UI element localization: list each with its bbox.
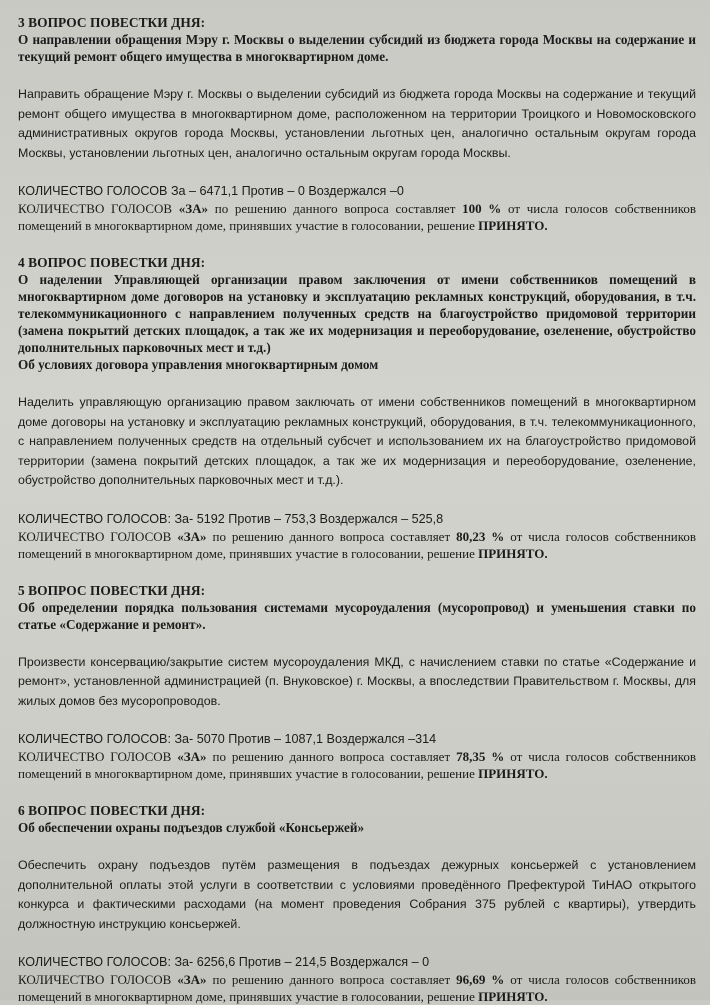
result-middle: по решению данного вопроса составляет	[206, 749, 457, 764]
vote-count: КОЛИЧЕСТВО ГОЛОСОВ: За- 6256,6 Против – 214,5 Воздержался – 0	[18, 955, 430, 969]
result-suffix: от числа голосов собственников помещений в многоквартирном доме, принявших участие в голосовании, решение	[18, 201, 697, 233]
result-za: «ЗА»	[177, 972, 207, 987]
result-middle: по решению данного вопроса составляет	[206, 972, 457, 987]
agenda-subject: О направлении обращения Мэру г. Москвы о выделении субсидий из бюджета города Москвы на содержание и текущий ремонт общего имущества в многоквартирном доме.	[18, 32, 696, 64]
result-suffix: от числа голосов собственников помещений в многоквартирном доме, принявших участие в голосовании, решение	[18, 749, 697, 781]
agenda-decision: Наделить управляющую организацию правом заключать от имени собственников помещений в многоквартирном доме договоры на установку и эксплуатацию рекламных конструкций, оборудования, в т.ч. телекоммуникационного, с направлением полученных средств на отдельный субсчет и использованием их на благоустройство придомовой территории (замена покрытий детских площадок, а так же их модернизация и переоборудование, озеленение, обустройство дополнительных парковочных мест и т.д.).	[18, 395, 696, 487]
result-accepted: ПРИНЯТО.	[478, 545, 548, 561]
vote-count: КОЛИЧЕСТВО ГОЛОСОВ: За- 5192 Против – 753,3 Воздержался – 525,8	[18, 511, 444, 526]
result-percent: 96,69 %	[456, 972, 505, 987]
agenda-decision: Направить обращение Мэру г. Москвы о выделении субсидий из бюджета города Москвы на содержание и текущий ремонт общего имущества в многоквартирном доме, расположенном на территории Троицкого и Новомосковского административных округов города Москвы, установлении льготных цен, аналогично остальным округам города Москвы, установлении льготных цен, аналогично остальным округам города Москвы.	[18, 87, 696, 160]
result-suffix: от числа голосов собственников помещений в многоквартирном доме, принявших участие в голосовании, решение	[18, 972, 697, 1004]
agenda-heading: 5 ВОПРОС ПОВЕСТКИ ДНЯ:	[18, 582, 206, 598]
agenda-decision: Обеспечить охрану подъездов путём размещения в подъездах дежурных консьержей с установлением дополнительной оплаты этой услуги в соответствии с условиями проведённого Префектурой ТиНАО открытого конкурса и фактическими расходами (на момент проведения Собрания 375 рублей с квартиры), утвердить должностную инструкцию консьержей.	[18, 858, 696, 931]
agenda-item-4	[18, 254, 696, 562]
result-prefix: КОЛИЧЕСТВО ГОЛОСОВ	[18, 972, 178, 987]
result-accepted: ПРИНЯТО.	[478, 218, 548, 233]
result-prefix: КОЛИЧЕСТВО ГОЛОСОВ	[18, 528, 178, 544]
result-middle: по решению данного вопроса составляет	[206, 528, 457, 544]
result-prefix: КОЛИЧЕСТВО ГОЛОСОВ	[18, 201, 179, 216]
section-spacer	[18, 782, 696, 802]
vote-result	[18, 748, 696, 782]
result-suffix: от числа голосов собственников помещений в многоквартирном доме, принявших участие в голосовании, решение	[18, 528, 697, 561]
result-percent: 80,23 %	[456, 528, 505, 544]
section-spacer	[18, 234, 696, 254]
agenda-item-3	[18, 14, 696, 234]
result-accepted: ПРИНЯТО.	[478, 989, 548, 1004]
result-za: «ЗА»	[177, 528, 207, 544]
agenda-subject: Об обеспечении охраны подъездов службой «Консьержей»	[18, 820, 365, 835]
result-accepted: ПРИНЯТО.	[478, 766, 548, 781]
agenda-heading: 4 ВОПРОС ПОВЕСТКИ ДНЯ:	[18, 255, 206, 270]
section-spacer	[18, 562, 696, 582]
vote-result	[18, 200, 696, 234]
vote-count: КОЛИЧЕСТВО ГОЛОСОВ: За- 5070 Против – 1087,1 Воздержался –314	[18, 732, 437, 746]
result-middle: по решению данного вопроса составляет	[208, 201, 463, 216]
agenda-item-5	[18, 582, 696, 783]
vote-result	[18, 528, 696, 562]
vote-count: КОЛИЧЕСТВО ГОЛОСОВ За – 6471,1 Против – 0 Воздержался –0	[18, 184, 404, 198]
result-percent: 100 %	[462, 201, 502, 216]
agenda-subject-secondary: Об условиях договора управления многоквартирным домом	[18, 357, 379, 372]
agenda-heading: 3 ВОПРОС ПОВЕСТКИ ДНЯ:	[18, 15, 206, 30]
agenda-subject: О наделении Управляющей организации правом заключения от имени собственников помещений в многоквартирном доме договоров на установку и эксплуатацию рекламных конструкций, оборудования, в т.ч. телекоммуникационного с направлением полученных средств на благоустройство придомовой территории (замена покрытий детских площадок, а так же их модернизация и переоборудование, озеленение, обустройство дополнительных парковочных мест и т.д.)	[18, 272, 696, 355]
result-prefix: КОЛИЧЕСТВО ГОЛОСОВ	[18, 749, 178, 764]
result-percent: 78,35 %	[456, 749, 505, 764]
result-za: «ЗА»	[178, 201, 209, 216]
agenda-item-6	[18, 802, 696, 1005]
agenda-subject: Об определении порядка пользования системами мусороудаления (мусоропровод) и уменьшения ставки по статье «Содержание и ремонт».	[18, 599, 696, 632]
result-za: «ЗА»	[177, 749, 207, 764]
agenda-heading: 6 ВОПРОС ПОВЕСТКИ ДНЯ:	[18, 803, 206, 818]
agenda-decision: Произвести консервацию/закрытие систем мусороудаления МКД, с начислением ставки по статье «Содержание и ремонт», установленной администрацией (п. Внуковское) г. Москвы, а впоследствии Правительством г. Москвы, для жилых домов без мусоропроводов.	[18, 654, 696, 708]
